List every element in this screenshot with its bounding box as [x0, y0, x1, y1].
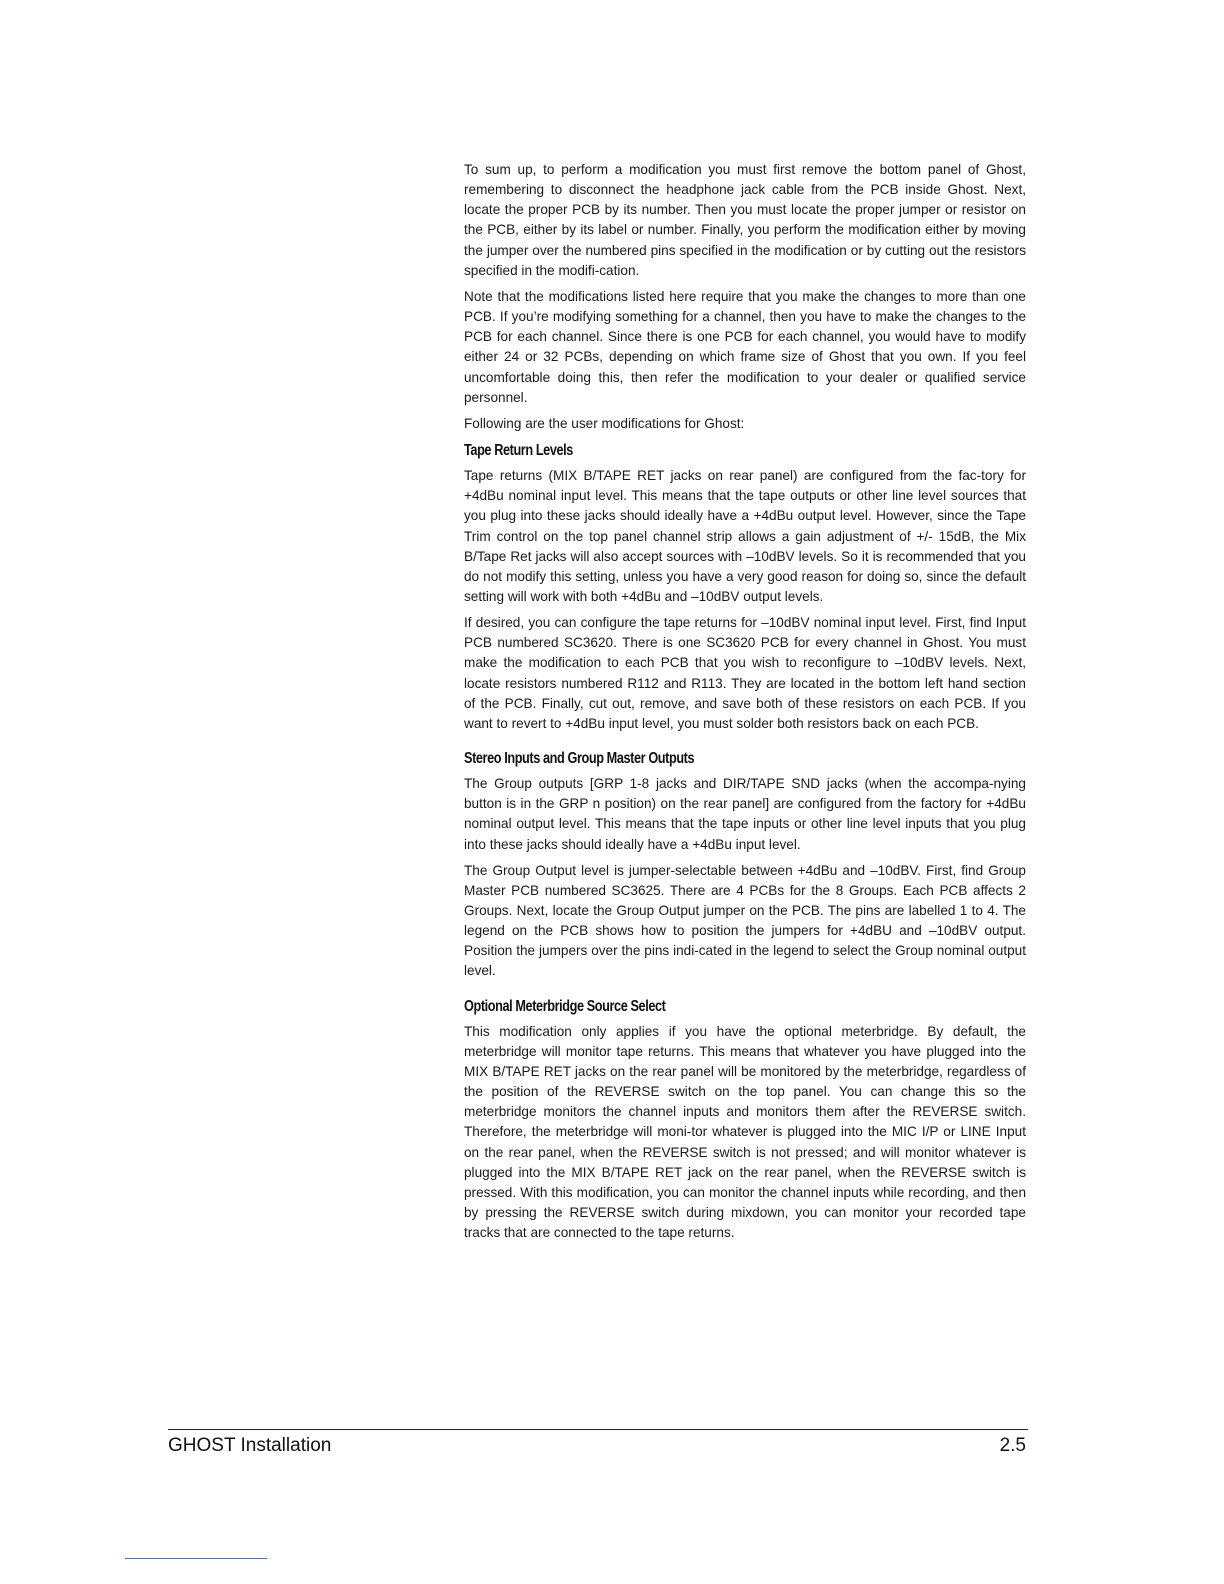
stereo-inputs-paragraph-1: The Group outputs [GRP 1-8 jacks and DIR/TAPE SND jacks (when the accompa-nying button is in the GRP n position) on the rear panel] are configured from the factory for +4dBu nominal output level. This means that the tape inputs or other line level inputs that you plug into these jacks should ideally have a +4dBu input level.	[464, 776, 1026, 852]
footnote-rule	[125, 1558, 267, 1559]
footer-divider	[168, 1429, 1028, 1430]
text-column	[464, 160, 1026, 1249]
meterbridge-paragraph-1: This modification only applies if you have the optional meterbridge. By default, the meterbridge will monitor tape returns. This means that whatever you have plugged into the MIX B/TAPE RET jacks on the rear panel will be monitored by the meterbridge, regardless of the position of the REVERSE switch on the top panel. You can change this so the meterbridge monitors the channel inputs and monitors them after the REVERSE switch. Therefore, the meterbridge will moni-tor whatever is plugged into the MIC I/P or LINE Input on the rear panel, when the REVERSE switch is not pressed; and will monitor whatever is plugged into the MIX B/TAPE RET jack on the rear panel, when the REVERSE switch is pressed. With this modification, you can monitor the channel inputs while recording, and then by pressing the REVERSE switch during mixdown, you can monitor your recorded tape tracks that are connected to the tape returns.	[464, 1023, 1026, 1241]
footer-title: GHOST Installation	[168, 1435, 332, 1456]
section-heading-stereo-inputs: Stereo Inputs and Group Master Outputs	[464, 750, 695, 768]
page-number: 2.5	[999, 1435, 1026, 1456]
intro-paragraph-2: Note that the modifications listed here require that you make the changes to more than one PCB. If you’re modifying something for a channel, then you have to make the changes to the PCB for each channel. Since there is one PCB for each channel, you would have to modify either 24 or 32 PCBs, depending on which frame size of Ghost that you own. If you feel uncomfortable doing this, then refer the modification to your dealer or qualified service personnel.	[464, 288, 1026, 405]
section-heading-tape-return-levels: Tape Return Levels	[464, 442, 573, 460]
intro-paragraph-3: Following are the user modifications for Ghost:	[464, 415, 745, 431]
tape-return-paragraph-1: Tape returns (MIX B/TAPE RET jacks on rear panel) are configured from the fac-tory for +4dBu nominal input level. This means that the tape outputs or other line level sources that you plug into these jacks should ideally have a +4dBu output level. However, since the Tape Trim control on the top panel channel strip allows a gain adjustment of +/- 15dB, the Mix B/Tape Ret jacks will also accept sources with –10dBV levels. So it is recommended that you do not modify this setting, unless you have a very good reason for doing so, since the default setting will work with both +4dBu and –10dBV output levels.	[464, 468, 1026, 604]
tape-return-paragraph-2: If desired, you can configure the tape returns for –10dBV nominal input level. First, find Input PCB numbered SC3620. There is one SC3620 PCB for every channel in Ghost. You must make the modification to each PCB that you wish to reconfigure to –10dBV levels. Next, locate resistors numbered R112 and R113. They are located in the bottom left hand section of the PCB. Finally, cut out, remove, and save both of these resistors on each PCB. If you want to revert to +4dBu input level, you must solder both resistors back on each PCB.	[464, 615, 1026, 731]
section-heading-meterbridge: Optional Meterbridge Source Select	[464, 997, 666, 1015]
stereo-inputs-paragraph-2: The Group Output level is jumper-selectable between +4dBu and –10dBV. First, find Group Master PCB numbered SC3625. There are 4 PCBs for the 8 Groups. Each PCB affects 2 Groups. Next, locate the Group Output jumper on the PCB. The pins are labelled 1 to 4. The legend on the PCB shows how to position the jumpers for +4dBU and –10dBV output. Position the jumpers over the pins indi-cated in the legend to select the Group nominal output level.	[464, 862, 1026, 979]
intro-paragraph-1: To sum up, to perform a modification you must first remove the bottom panel of Ghost, remembering to disconnect the headphone jack cable from the PCB inside Ghost. Next, locate the proper PCB by its number. Then you must locate the proper jumper or resistor on the PCB, either by its label or number. Finally, you perform the modification either by moving the jumper over the numbered pins specified in the modification or by cutting out the resistors specified in the modifi-cation.	[464, 162, 1026, 278]
